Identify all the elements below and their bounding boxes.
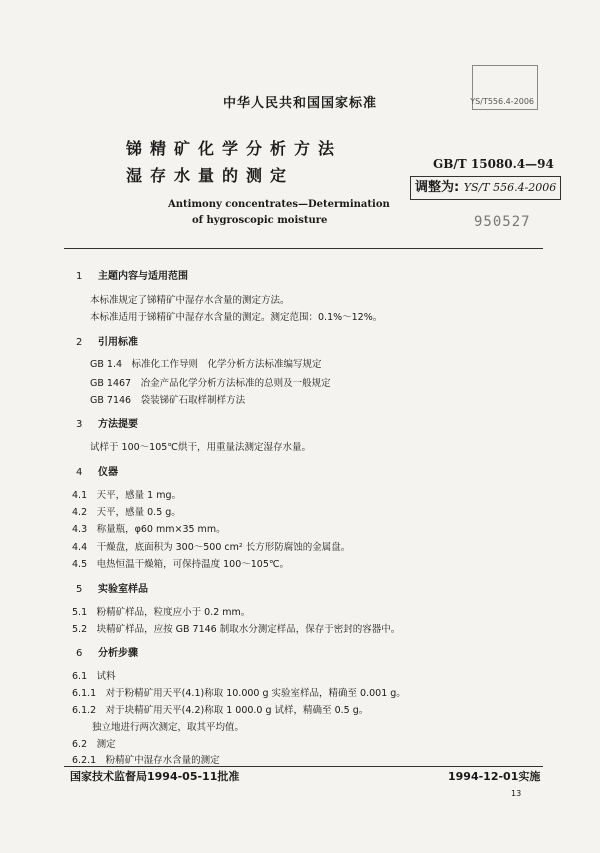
title-line-2: 湿存水量的测定 <box>126 166 295 185</box>
section-2-heading <box>76 333 138 348</box>
section-3-heading <box>76 415 138 430</box>
section-6-title: 分析步骤 <box>98 648 138 659</box>
adjust-value: YS/T 556.4-2006 <box>463 181 557 194</box>
approval-date: 国家技术监督局1994-05-11批准 <box>70 770 240 783</box>
section-1-line-1: 本标准规定了锑精矿中湿存水含量的测定方法。 <box>90 295 290 306</box>
adjust-label: 调整为: <box>415 180 460 195</box>
section-3-line-1: 试样于 100～105℃烘干，用重量法测定湿存水量。 <box>90 442 311 453</box>
section-4-line-5: 4.5 电热恒温干燥箱，可保持温度 100～105℃。 <box>72 559 290 570</box>
section-1-title: 主题内容与适用范围 <box>98 271 188 282</box>
english-title-line-2: of hygroscopic moisture <box>192 215 328 226</box>
section-4-heading <box>76 463 118 478</box>
top-divider <box>64 248 543 249</box>
section-5-line-2: 5.2 块精矿样品，应按 GB 7146 制取水分测定样品，保存于密封的容器中。 <box>72 624 401 635</box>
section-6-line-4: 独立地进行两次测定，取其平均值。 <box>92 722 245 733</box>
section-2-line-1: GB 1.4 标准化工作导则 化学分析方法标准编写规定 <box>90 359 322 370</box>
serial-number: 950527 <box>474 214 531 230</box>
section-2-line-2: GB 1467 冶金产品化学分析方法标准的总则及一般规定 <box>90 378 331 389</box>
section-6-number: 6 <box>76 648 83 659</box>
title-line-1: 锑精矿化学分析方法 <box>126 139 343 158</box>
section-5-heading <box>76 580 148 595</box>
footer-divider <box>64 766 543 767</box>
section-6-line-5: 6.2 测定 <box>72 739 116 750</box>
stamp-text: YS/T556.4-2006 <box>470 97 534 106</box>
section-6-line-2: 6.1.1 对于粉精矿用天平(4.1)称取 10.000 g 实验室样品，精确至 0.001 g。 <box>72 688 406 699</box>
english-title-line-1: Antimony concentrates—Determination <box>168 199 390 210</box>
section-6-line-3: 6.1.2 对于块精矿用天平(4.2)称取 1 000.0 g 试样，精确至 0.5 g。 <box>72 705 369 716</box>
page-number: 13 <box>511 789 522 798</box>
adjust-note <box>410 176 561 200</box>
section-2-title: 引用标准 <box>98 337 138 348</box>
archive-stamp <box>472 65 538 110</box>
implementation-date: 1994-12-01实施 <box>448 770 541 783</box>
gb-code: GB/T 15080.4—94 <box>433 157 554 171</box>
section-5-number: 5 <box>76 584 83 595</box>
section-4-line-1: 4.1 天平，感量 1 mg。 <box>72 490 181 501</box>
section-2-number: 2 <box>76 337 83 348</box>
national-standard-header: 中华人民共和国国家标准 <box>222 96 377 111</box>
section-1-number: 1 <box>76 271 83 282</box>
section-4-line-2: 4.2 天平，感量 0.5 g。 <box>72 507 181 518</box>
section-4-number: 4 <box>76 467 83 478</box>
section-3-number: 3 <box>76 419 83 430</box>
section-1-heading <box>76 267 188 282</box>
section-6-heading <box>76 644 138 659</box>
section-5-line-1: 5.1 粉精矿样品，粒度应小于 0.2 mm。 <box>72 607 251 618</box>
section-4-line-4: 4.4 干燥盘，底面积为 300～500 cm² 长方形防腐蚀的金属盘。 <box>72 542 351 553</box>
section-2-line-3: GB 7146 袋装锑矿石取样制样方法 <box>90 395 246 406</box>
section-3-title: 方法提要 <box>98 419 138 430</box>
section-4-line-3: 4.3 称量瓶，φ60 mm×35 mm。 <box>72 524 226 535</box>
section-6-line-6: 6.2.1 粉精矿中湿存水含量的测定 <box>72 755 220 766</box>
section-1-line-2: 本标准适用于锑精矿中湿存水含量的测定。测定范围：0.1%～12%。 <box>90 312 383 323</box>
section-4-title: 仪器 <box>98 467 118 478</box>
section-5-title: 实验室样品 <box>98 584 148 595</box>
section-6-line-1: 6.1 试料 <box>72 671 116 682</box>
